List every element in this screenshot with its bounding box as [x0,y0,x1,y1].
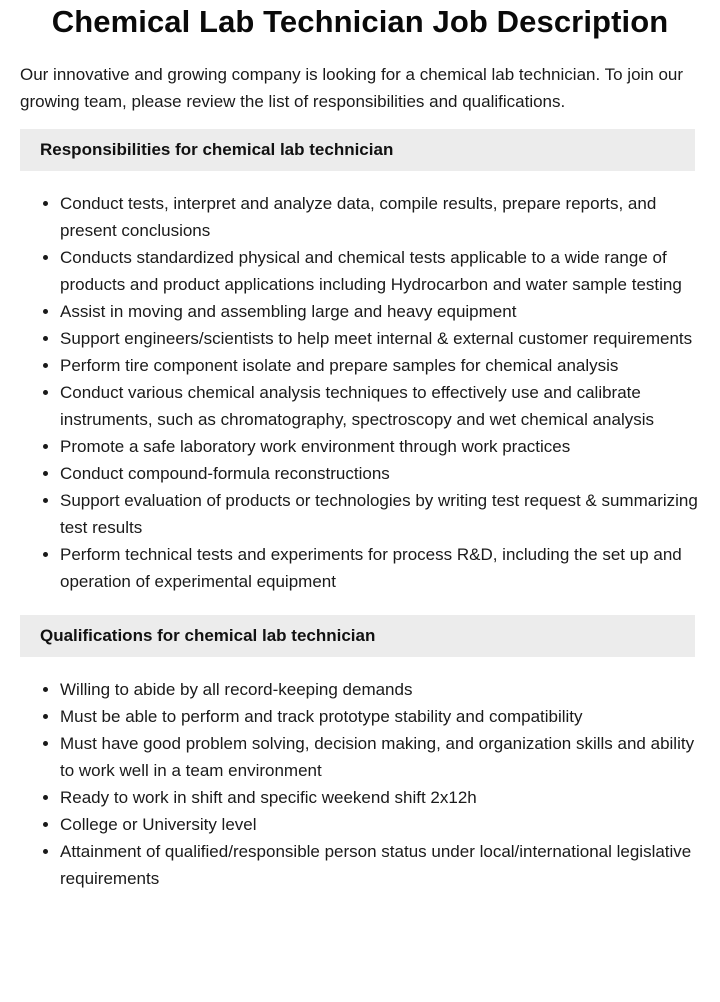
list-item: • Conduct tests, interpret and analyze data, compile results, prepare reports, and present conclusions [60,190,702,244]
list-item: • Support engineers/scientists to help meet internal & external customer requirements [60,325,702,352]
responsibilities-list [0,190,720,595]
list-item: • Conduct various chemical analysis techniques to effectively use and calibrate instruments, such as chromatography, spectroscopy and wet chemical analysis [60,379,702,433]
list-item: • Willing to abide by all record-keeping demands [60,676,702,703]
list-item: • Support evaluation of products or technologies by writing test request & summarizing test results [60,487,702,541]
list-item: • Perform technical tests and experiments for process R&D, including the set up and operation of experimental equipment [60,541,702,595]
list-item: • Promote a safe laboratory work environment through work practices [60,433,702,460]
list-item: • Conduct compound-formula reconstructions [60,460,702,487]
list-item: • Perform tire component isolate and prepare samples for chemical analysis [60,352,702,379]
list-item: • Ready to work in shift and specific weekend shift 2x12h [60,784,702,811]
page-title: Chemical Lab Technician Job Description [51,4,669,39]
qualifications-heading: Qualifications for chemical lab technician [20,615,695,657]
responsibilities-heading: Responsibilities for chemical lab technician [20,129,695,171]
intro-paragraph: Our innovative and growing company is looking for a chemical lab technician. To join our growing team, please review the list of responsibilities and qualifications. [20,65,684,111]
list-item: • Attainment of qualified/responsible person status under local/international legislative requirements [60,838,702,892]
list-item: • Must have good problem solving, decision making, and organization skills and ability to work well in a team environment [60,730,702,784]
list-item: • Assist in moving and assembling large and heavy equipment [60,298,702,325]
qualifications-list [0,676,720,892]
list-item: • College or University level [60,811,702,838]
list-item: • Must be able to perform and track prototype stability and compatibility [60,703,702,730]
list-item: • Conducts standardized physical and chemical tests applicable to a wide range of products and product applications including Hydrocarbon and water sample testing [60,244,702,298]
